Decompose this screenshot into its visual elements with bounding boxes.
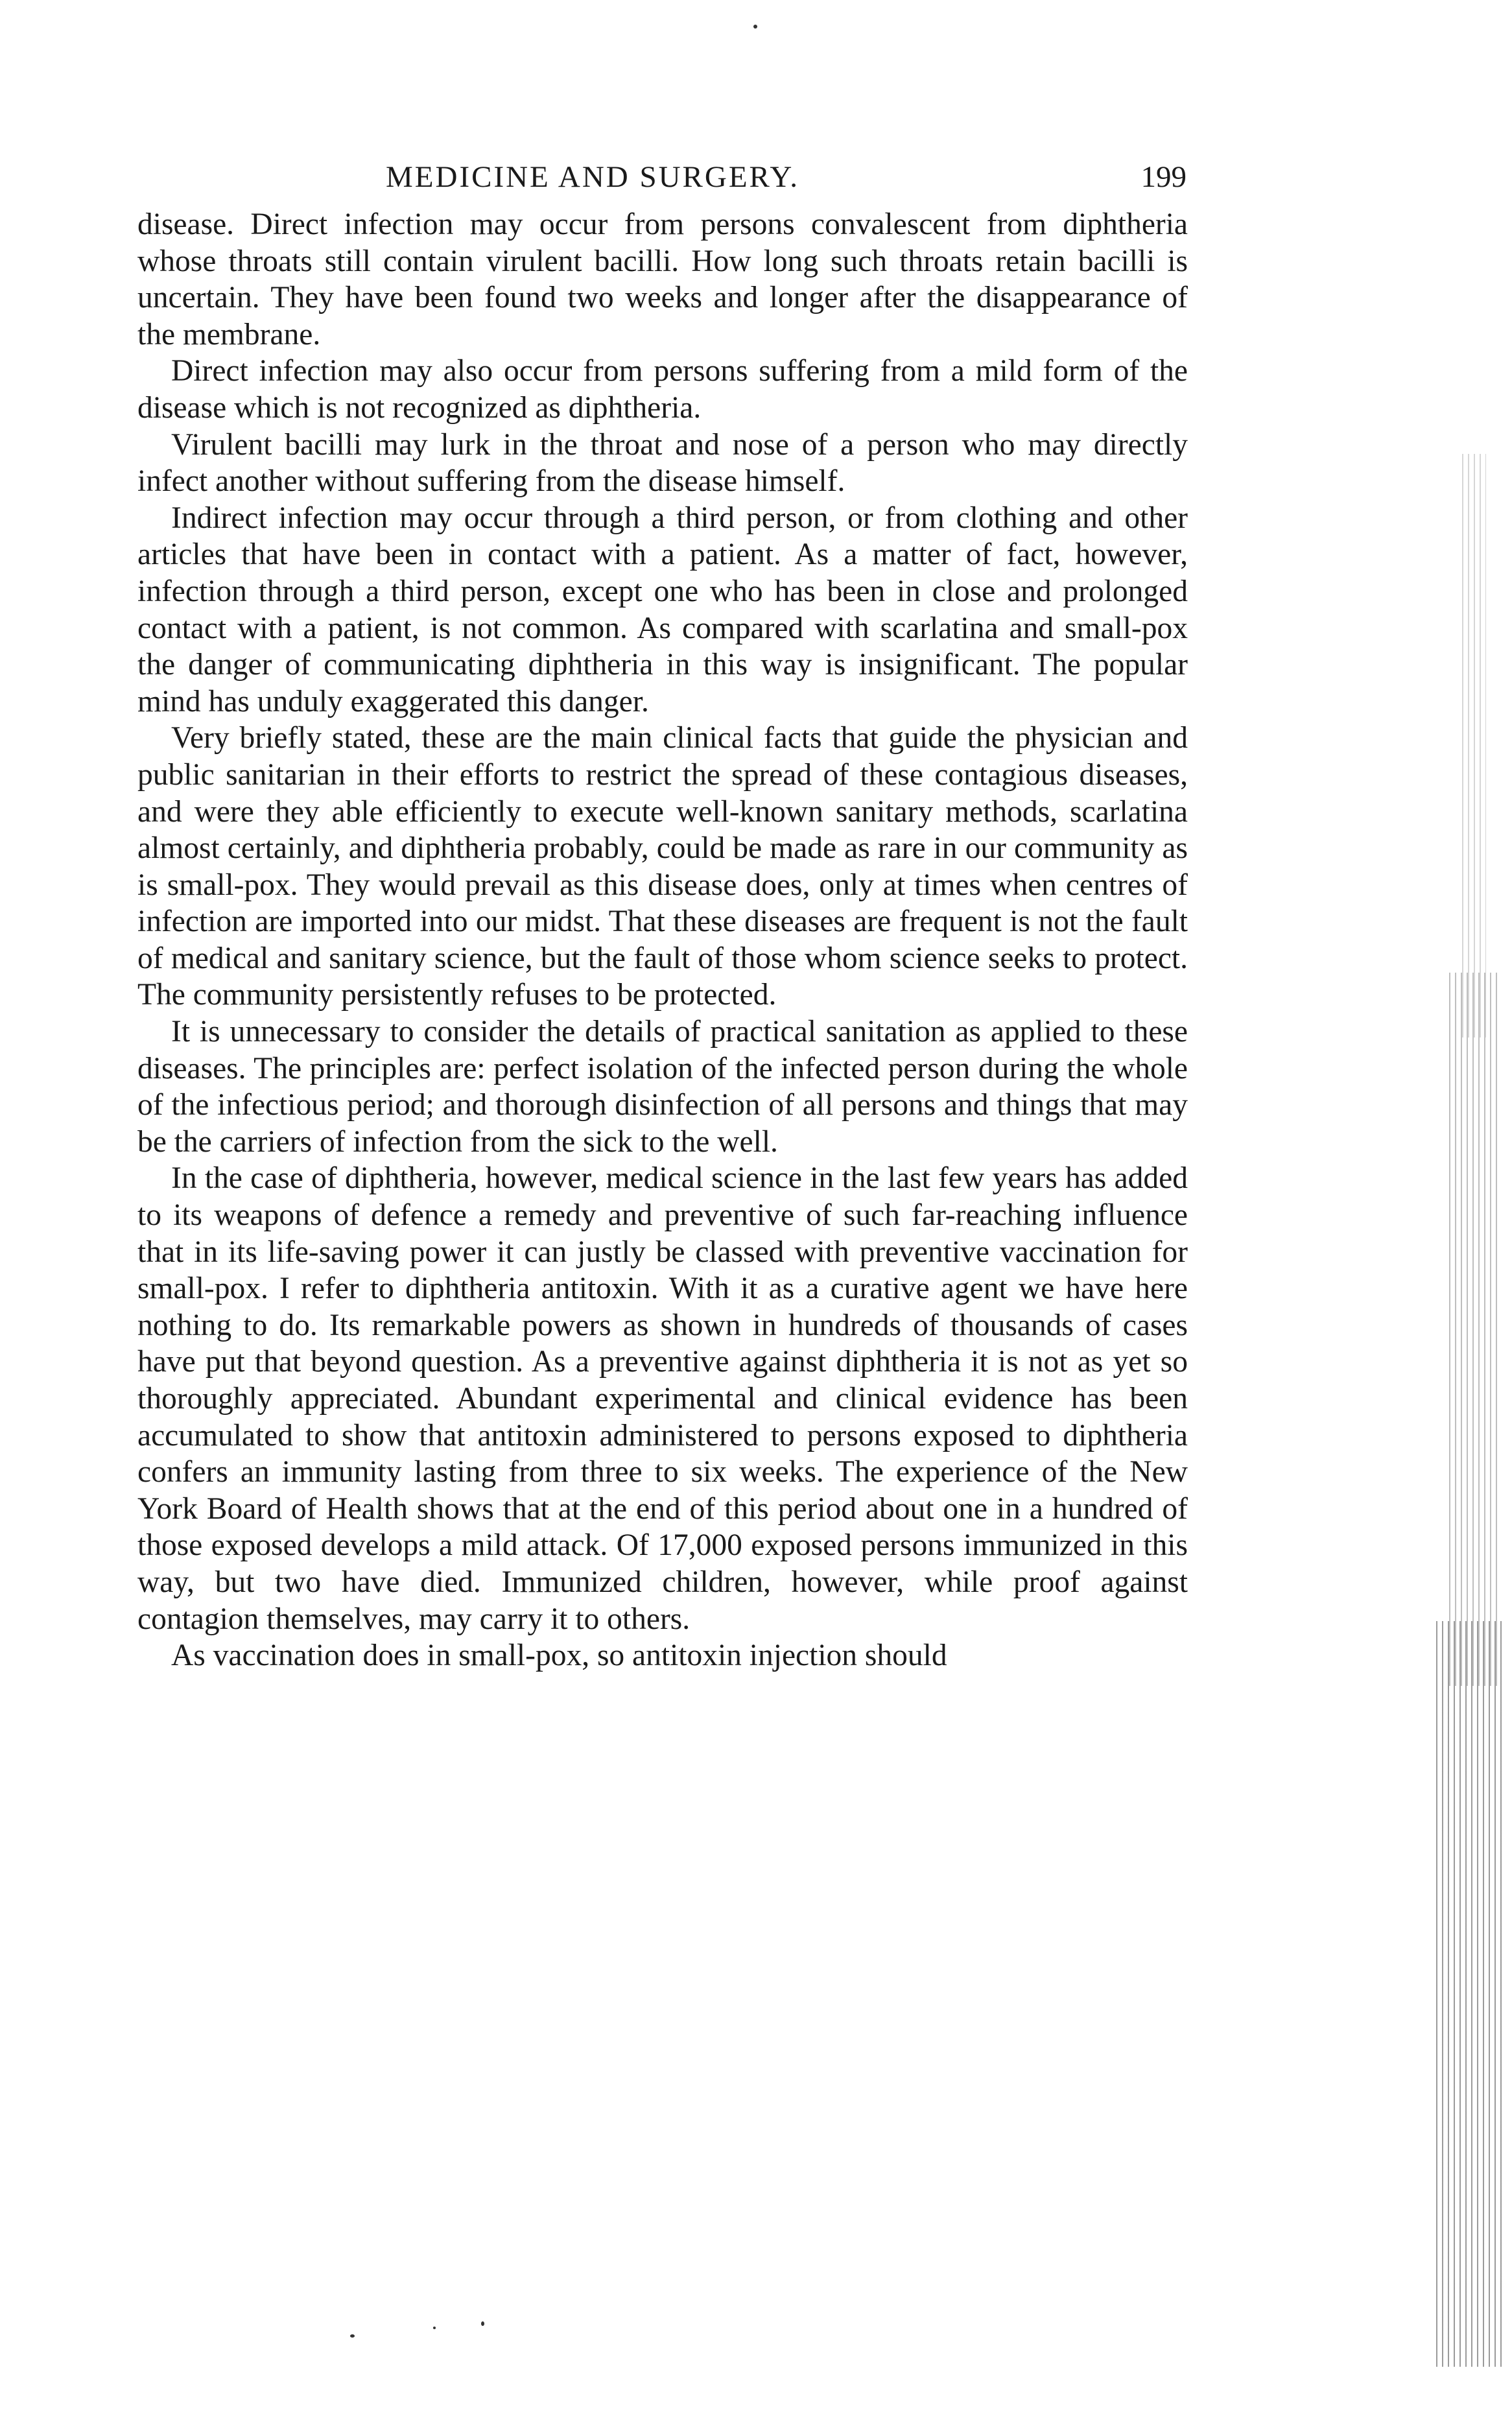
paragraph: As vaccination does in small-pox, so antitoxin injection should [171,1639,947,1673]
paragraph: Virulent bacilli may lurk in the throat and nose of a person who may directly infect another without suffering from the disease himself. [137,427,1188,499]
paragraph: disease. Direct infection may occur from persons convalescent from diphtheria whose throats still contain virulent bacilli. How long such throats retain bacilli is uncertain. They have been found two weeks and longer after the disappearance of the membrane. [137,207,1188,351]
page-edge-shadow [1447,973,1499,1686]
paragraph: It is unnecessary to consider the details of practical sanitation as applied to these diseases. The principles are: perfect isolation of the infected person during the whole of the infectious period; and thorough disinfection of all persons and things that may be the carriers of infection from the sick to the well. [137,1015,1188,1159]
paragraph: In the case of diphtheria, however, medical science in the last few years has added to its weapons of defence a remedy and preventive of such far-reaching influence that in its life-saving power it can justly be classed with preventive vaccination for small-pox. I refer to diphtheria antitoxin. With it as a curative agent we have here nothing to do. Its remarkable powers as shown in hundreds of thousands of cases have put that beyond question. As a preventive against diphtheria it is not as yet so thoroughly appreciated. Abundant experimental and clinical evidence has been accumulated to show that antitoxin administered to persons exposed to diphtheria confers an immunity lasting from three to six weeks. The experience of the New York Board of Health shows that at the end of this period about one in a hundred of those exposed develops a mild attack. Of 17,000 exposed persons immunized in this way, but two have died. Immunized children, however, while proof against contagion themselves, may carry it to others. [137,1161,1188,1636]
page-edge-shadow [1460,454,1486,1037]
page-edge-shadow [1434,1621,1506,2367]
scan-speck [753,25,757,29]
body-text [137,206,1188,1674]
scan-speck [433,2327,436,2329]
running-title: MEDICINE AND SURGERY. [386,160,799,194]
scan-speck [481,2321,484,2326]
paragraph: Direct infection may also occur from persons suffering from a mild form of the disease which is not recognized as diphtheria. [137,354,1188,425]
paragraph: Indirect infection may occur through a third person, or from clothing and other articles that have been in contact with a patient. As a matter of fact, however, infection through a third person, except one who has been in close and prolonged contact with a patient, is not common. As compared with scarlatina and small-pox the danger of communicating diphtheria in this way is insignificant. The popular mind has unduly exaggerated this danger. [137,501,1188,718]
page-number: 199 [1140,160,1187,194]
scan-speck [350,2334,355,2338]
paragraph: Very briefly stated, these are the main clinical facts that guide the physician and public sanitarian in their efforts to restrict the spread of these contagious diseases, and were they able efficiently to execute well-known sanitary methods, scarlatina almost certainly, and diphtheria probably, could be made as rare in our community as is small-pox. They would prevail as this disease does, only at times when centres of infection are imported into our midst. That these diseases are frequent is not the fault of medical and sanitary science, but the fault of those whom science seeks to protect. The community persistently refuses to be protected. [137,721,1188,1012]
